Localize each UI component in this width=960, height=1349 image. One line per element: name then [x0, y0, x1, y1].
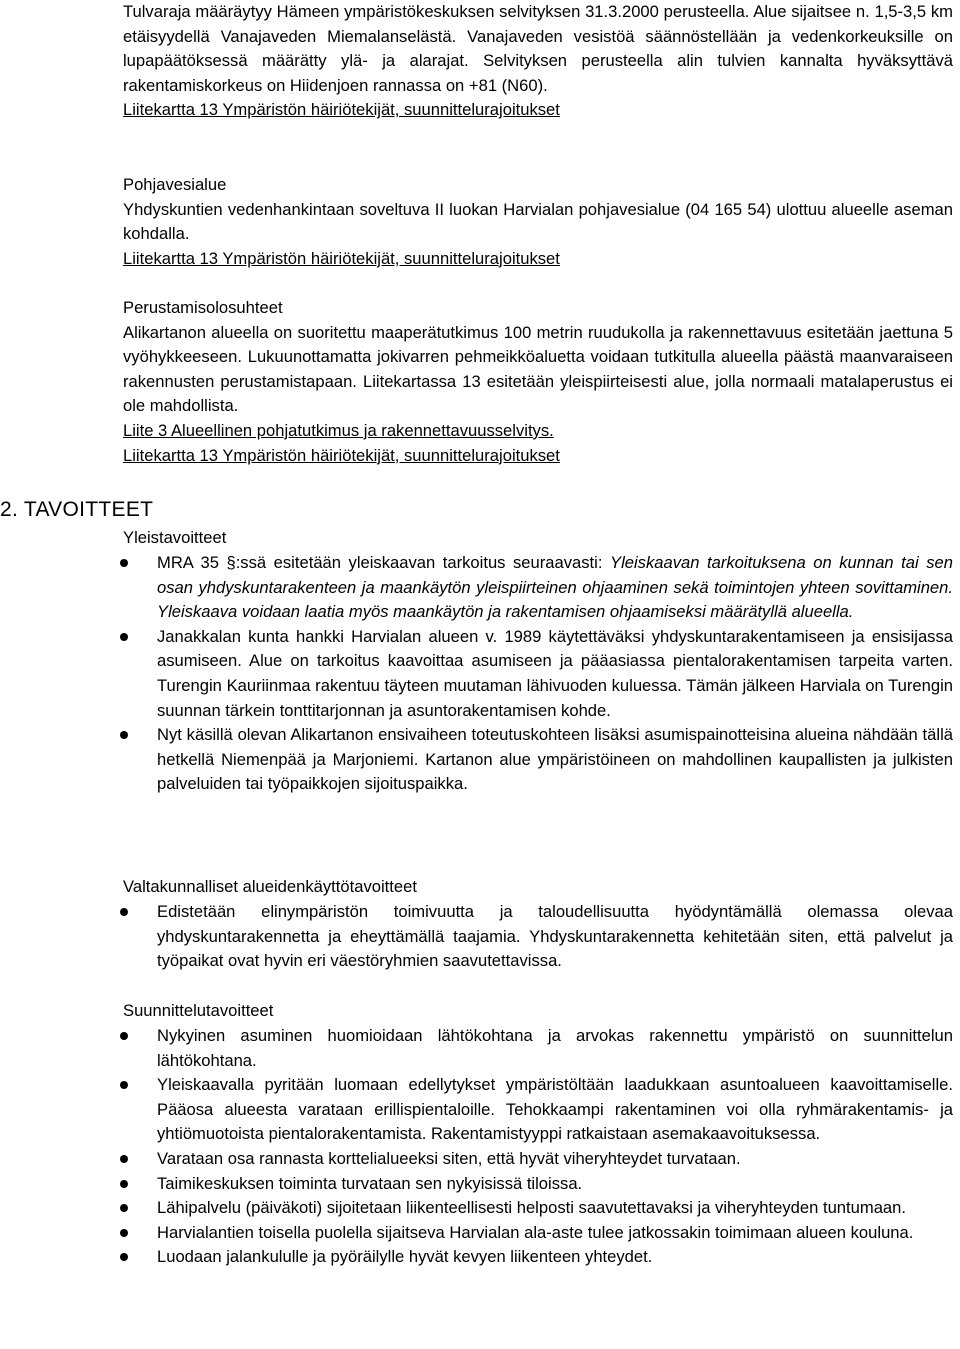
list-item: Yleiskaavalla pyritään luomaan edellytykset ympäristöltään laadukkaan asuntoalueen kaavoittamiselle. Pääosa alueesta varataan erillispientaloille. Tehokkaampi rakentaminen voi olla ryhmärakentamis- ja yhtiömuotoista pientalorakentamista. Rakentamistyyppi ratkaistaan asemakaavoituksessa. — [0, 1073, 953, 1147]
groundwater-section — [123, 173, 953, 271]
groundwater-paragraph: Yhdyskuntien vedenhankintaan soveltuva II luokan Harvialan pohjavesialue (04 165 54) ulottuu alueelle aseman kohdalla. — [123, 199, 953, 244]
planning-goals-list — [0, 1024, 953, 1270]
bullet-icon — [120, 1204, 128, 1212]
list-item — [0, 551, 953, 625]
chapter-heading: 2. TAVOITTEET — [0, 498, 154, 521]
mra-quote-text: Yleiskaavan tarkoituksena on kunnan tai sen osan yhdyskuntarakenteen ja maankäytön yleispiirteinen ohjaaminen sekä toimintojen yhteen sovittaminen. Yleiskaava voidaan laatia myös maankäytön ja rakentamisen ohjaamiseksi määrätyllä alueella. — [157, 553, 953, 622]
appendix-3-link[interactable]: Liite 3 Alueellinen pohjatutkimus ja rakennettavuusselvitys. — [123, 420, 554, 440]
flood-section — [123, 0, 953, 123]
appendix-map-13-link[interactable]: Liitekartta 13 Ympäristön häiriötekijät, suunnittelurajoitukset — [123, 248, 560, 268]
list-item: Lähipalvelu (päiväkoti) sijoitetaan liikenteellisesti helposti saavutettavaksi ja viheryhteyden tuntumaan. — [0, 1196, 953, 1221]
appendix-map-13-link[interactable]: Liitekartta 13 Ympäristön häiriötekijät, suunnittelurajoitukset — [123, 100, 560, 120]
bullet-icon — [120, 1229, 128, 1237]
list-item: Janakkalan kunta hankki Harvialan alueen v. 1989 käytettäväksi yhdyskuntarakentamiseen ja ensisijassa asumiseen. Alue on tarkoitus kaavoittaa asumiseen ja pääasiassa pientalorakentamisen tarpeita varten. Turengin Kauriinmaa rakentuu täyteen muutaman lähivuoden kuluessa. Tämän jälkeen Harviala on Turengin suunnan tärkein tonttitarjonnan ja asuntorakentamisen kohde. — [0, 625, 953, 723]
planning-goals-heading: Suunnittelutavoitteet — [123, 1001, 274, 1020]
list-item: Harvialantien toisella puolella sijaitseva Harvialan ala-aste tulee jatkossakin toimimaan alueen kouluna. — [0, 1221, 953, 1246]
foundation-section — [123, 296, 953, 468]
list-item: Varataan osa rannasta korttelialueeksi siten, että hyvät viheryhteydet turvataan. — [0, 1147, 953, 1172]
foundation-paragraph: Alikartanon alueella on suoritettu maaperätutkimus 100 metrin ruudukolla ja rakennettavuus esitetään jaettuna 5 vyöhykkeeseen. Lukuunottamatta jokivarren pehmeikköaluetta voidaan tutkitulla alueella päästä maanvaraiseen rakennusten perustamistapaan. Liitekartassa 13 esitetään yleispiirteisesti alue, jolla normaali matalaperustus ei ole mahdollista. — [123, 322, 953, 416]
list-item: Edistetään elinympäristön toimivuutta ja taloudellisuutta hyödyntämällä olemassa olevaa yhdyskuntarakennetta ja eheyttämällä taajamia. Yhdyskuntarakennetta kehitetään siten, että palvelut ja työpaikat ovat hyvin eri väestöryhmien saavutettavissa. — [0, 900, 953, 974]
bullet-icon — [120, 1032, 128, 1040]
list-item: Nykyinen asuminen huomioidaan lähtökohtana ja arvokas rakennettu ympäristö on suunnittelun lähtökohtana. — [0, 1024, 953, 1073]
general-goals-list — [0, 551, 953, 797]
groundwater-heading: Pohjavesialue — [123, 175, 227, 194]
flood-paragraph: Tulvaraja määräytyy Hämeen ympäristökeskuksen selvityksen 31.3.2000 perusteella. Alue sijaitsee n. 1,5-3,5 km etäisyydellä Vanajaveden Miemalanselästä. Vanajaveden vesistöä säännöstellään ja vedenkorkeuksille on lupapäätöksessä määrätty ylä- ja alarajat. Selvityksen perusteella alin tulvien kannalta hyväksyttävä rakentamiskorkeus on Hiidenjoen rannassa on +81 (N60). — [123, 2, 953, 95]
bullet-icon — [120, 1253, 128, 1261]
national-goals-heading: Valtakunnalliset alueidenkäyttötavoitteet — [123, 877, 417, 896]
foundation-heading: Perustamisolosuhteet — [123, 298, 283, 317]
national-goals-list — [0, 900, 953, 974]
list-item: Luodaan jalankululle ja pyöräilylle hyvät kevyen liikenteen yhteydet. — [0, 1245, 953, 1270]
list-item: Taimikeskuksen toiminta turvataan sen nykyisissä tiloissa. — [0, 1172, 953, 1197]
bullet-icon — [120, 1081, 128, 1089]
list-item: Nyt käsillä olevan Alikartanon ensivaiheen toteutuskohteen lisäksi asumispainotteisina alueina nähdään tällä hetkellä Niemenpää ja Marjoniemi. Kartanon alue ympäristöineen on mahdollinen kaupallisten ja julkisten palveluiden tai työpaikkojen sijoituspaikka. — [0, 723, 953, 797]
bullet-icon — [120, 908, 128, 916]
general-goals-heading: Yleistavoitteet — [123, 528, 227, 547]
mra-intro-text: MRA 35 §:ssä esitetään yleiskaavan tarkoitus seuraavasti: — [157, 553, 610, 572]
bullet-icon — [120, 1155, 128, 1163]
bullet-icon — [120, 1180, 128, 1188]
bullet-icon — [120, 633, 128, 641]
bullet-icon — [120, 731, 128, 739]
bullet-icon — [120, 559, 128, 567]
appendix-map-13-link[interactable]: Liitekartta 13 Ympäristön häiriötekijät, suunnittelurajoitukset — [123, 445, 560, 465]
